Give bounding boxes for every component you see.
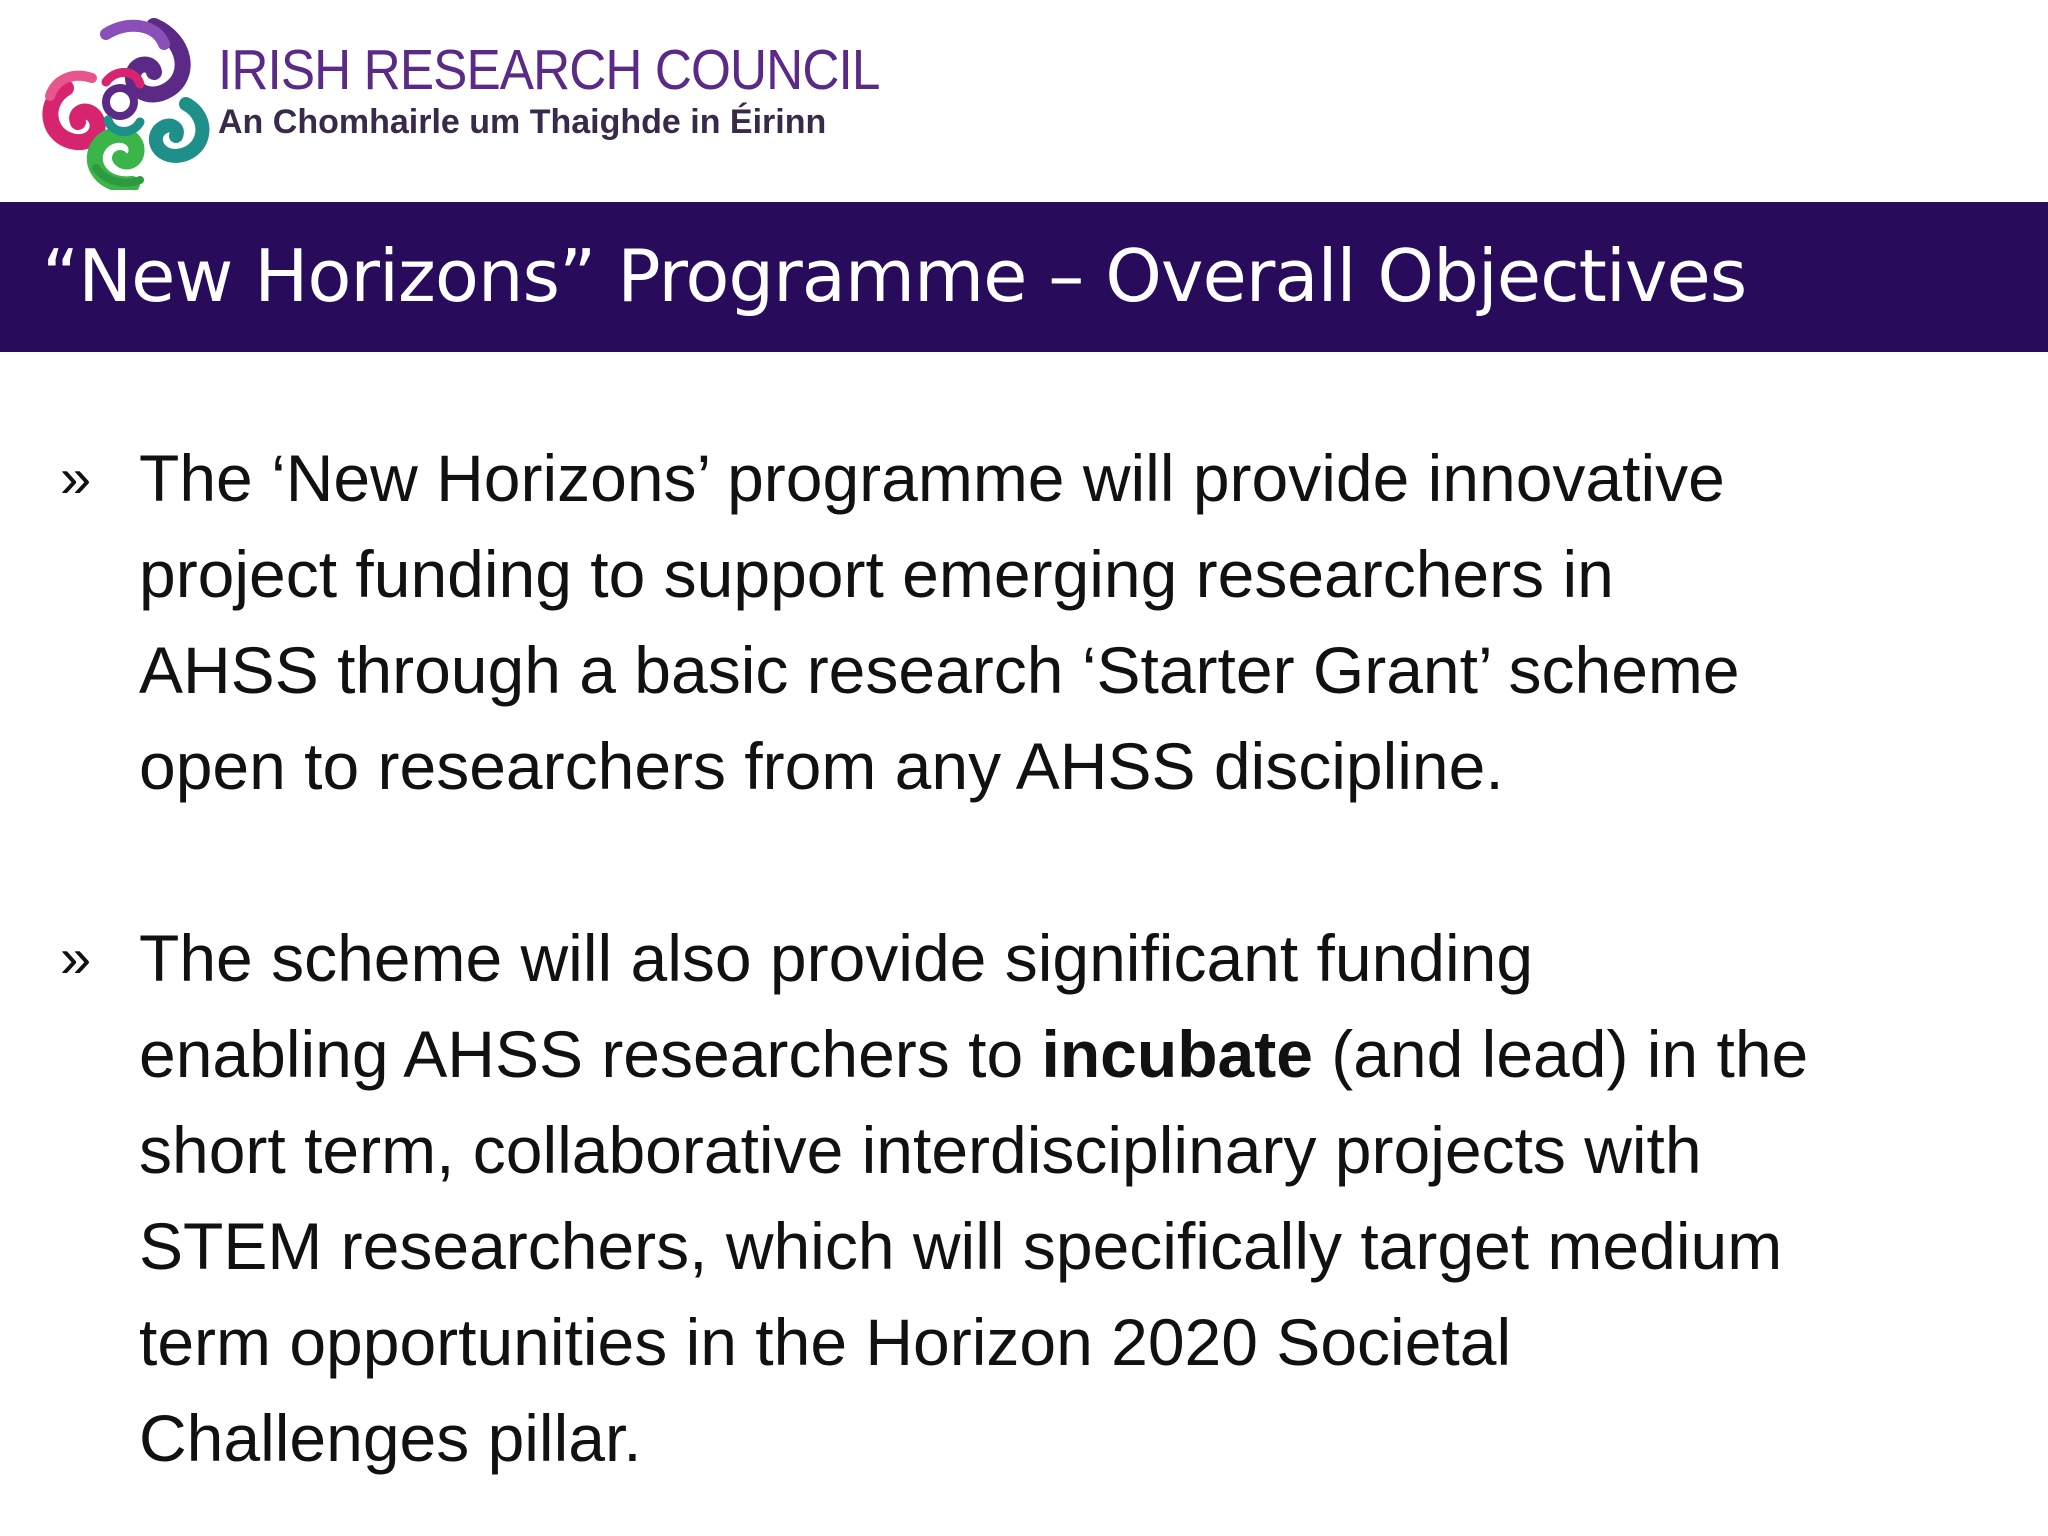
bullet-2-line-2 (139, 1006, 1999, 1102)
bullet-1-line-1: The ‘New Horizons’ programme will provide innovative (139, 441, 1725, 515)
bullet-item-1 (0, 430, 1999, 814)
bullet-1-line-4: open to researchers from any AHSS discipline. (139, 729, 1504, 803)
bullet-1-line-3: AHSS through a basic research ‘Starter Grant’ scheme (139, 633, 1740, 707)
bullet-list (0, 430, 2048, 1486)
logo-title: IRISH RESEARCH COUNCIL (218, 38, 880, 102)
irish-research-council-logo-icon (36, 18, 216, 190)
bullet-2-line-5: term opportunities in the Horizon 2020 Societal (139, 1305, 1512, 1379)
bullet-marker-icon: » (60, 926, 92, 989)
bullet-2-line-3: short term, collaborative interdisciplinary projects with (139, 1113, 1702, 1187)
bullet-1-line-2: project funding to support emerging researchers in (139, 537, 1614, 611)
bullet-marker-icon: » (60, 446, 92, 509)
logo-text (218, 38, 953, 141)
title-bar (0, 202, 2048, 352)
slide-title: “New Horizons” Programme – Overall Objectives (42, 234, 1747, 318)
bullet-2-line-6: Challenges pillar. (139, 1401, 642, 1475)
logo-subtitle: An Chomhairle um Thaighde in Éirinn (218, 103, 827, 141)
bullet-2-line-2-end: (and lead) in the (1312, 1017, 1809, 1091)
bullet-2-line-2-start: enabling AHSS researchers to (139, 1017, 1042, 1091)
bullet-item-2 (0, 910, 1999, 1486)
bullet-2-line-4: STEM researchers, which will specifically target medium (139, 1209, 1783, 1283)
logo-header (0, 0, 2048, 202)
bullet-2-line-1: The scheme will also provide significant funding (139, 921, 1534, 995)
bullet-2-emphasis: incubate (1041, 1017, 1313, 1091)
